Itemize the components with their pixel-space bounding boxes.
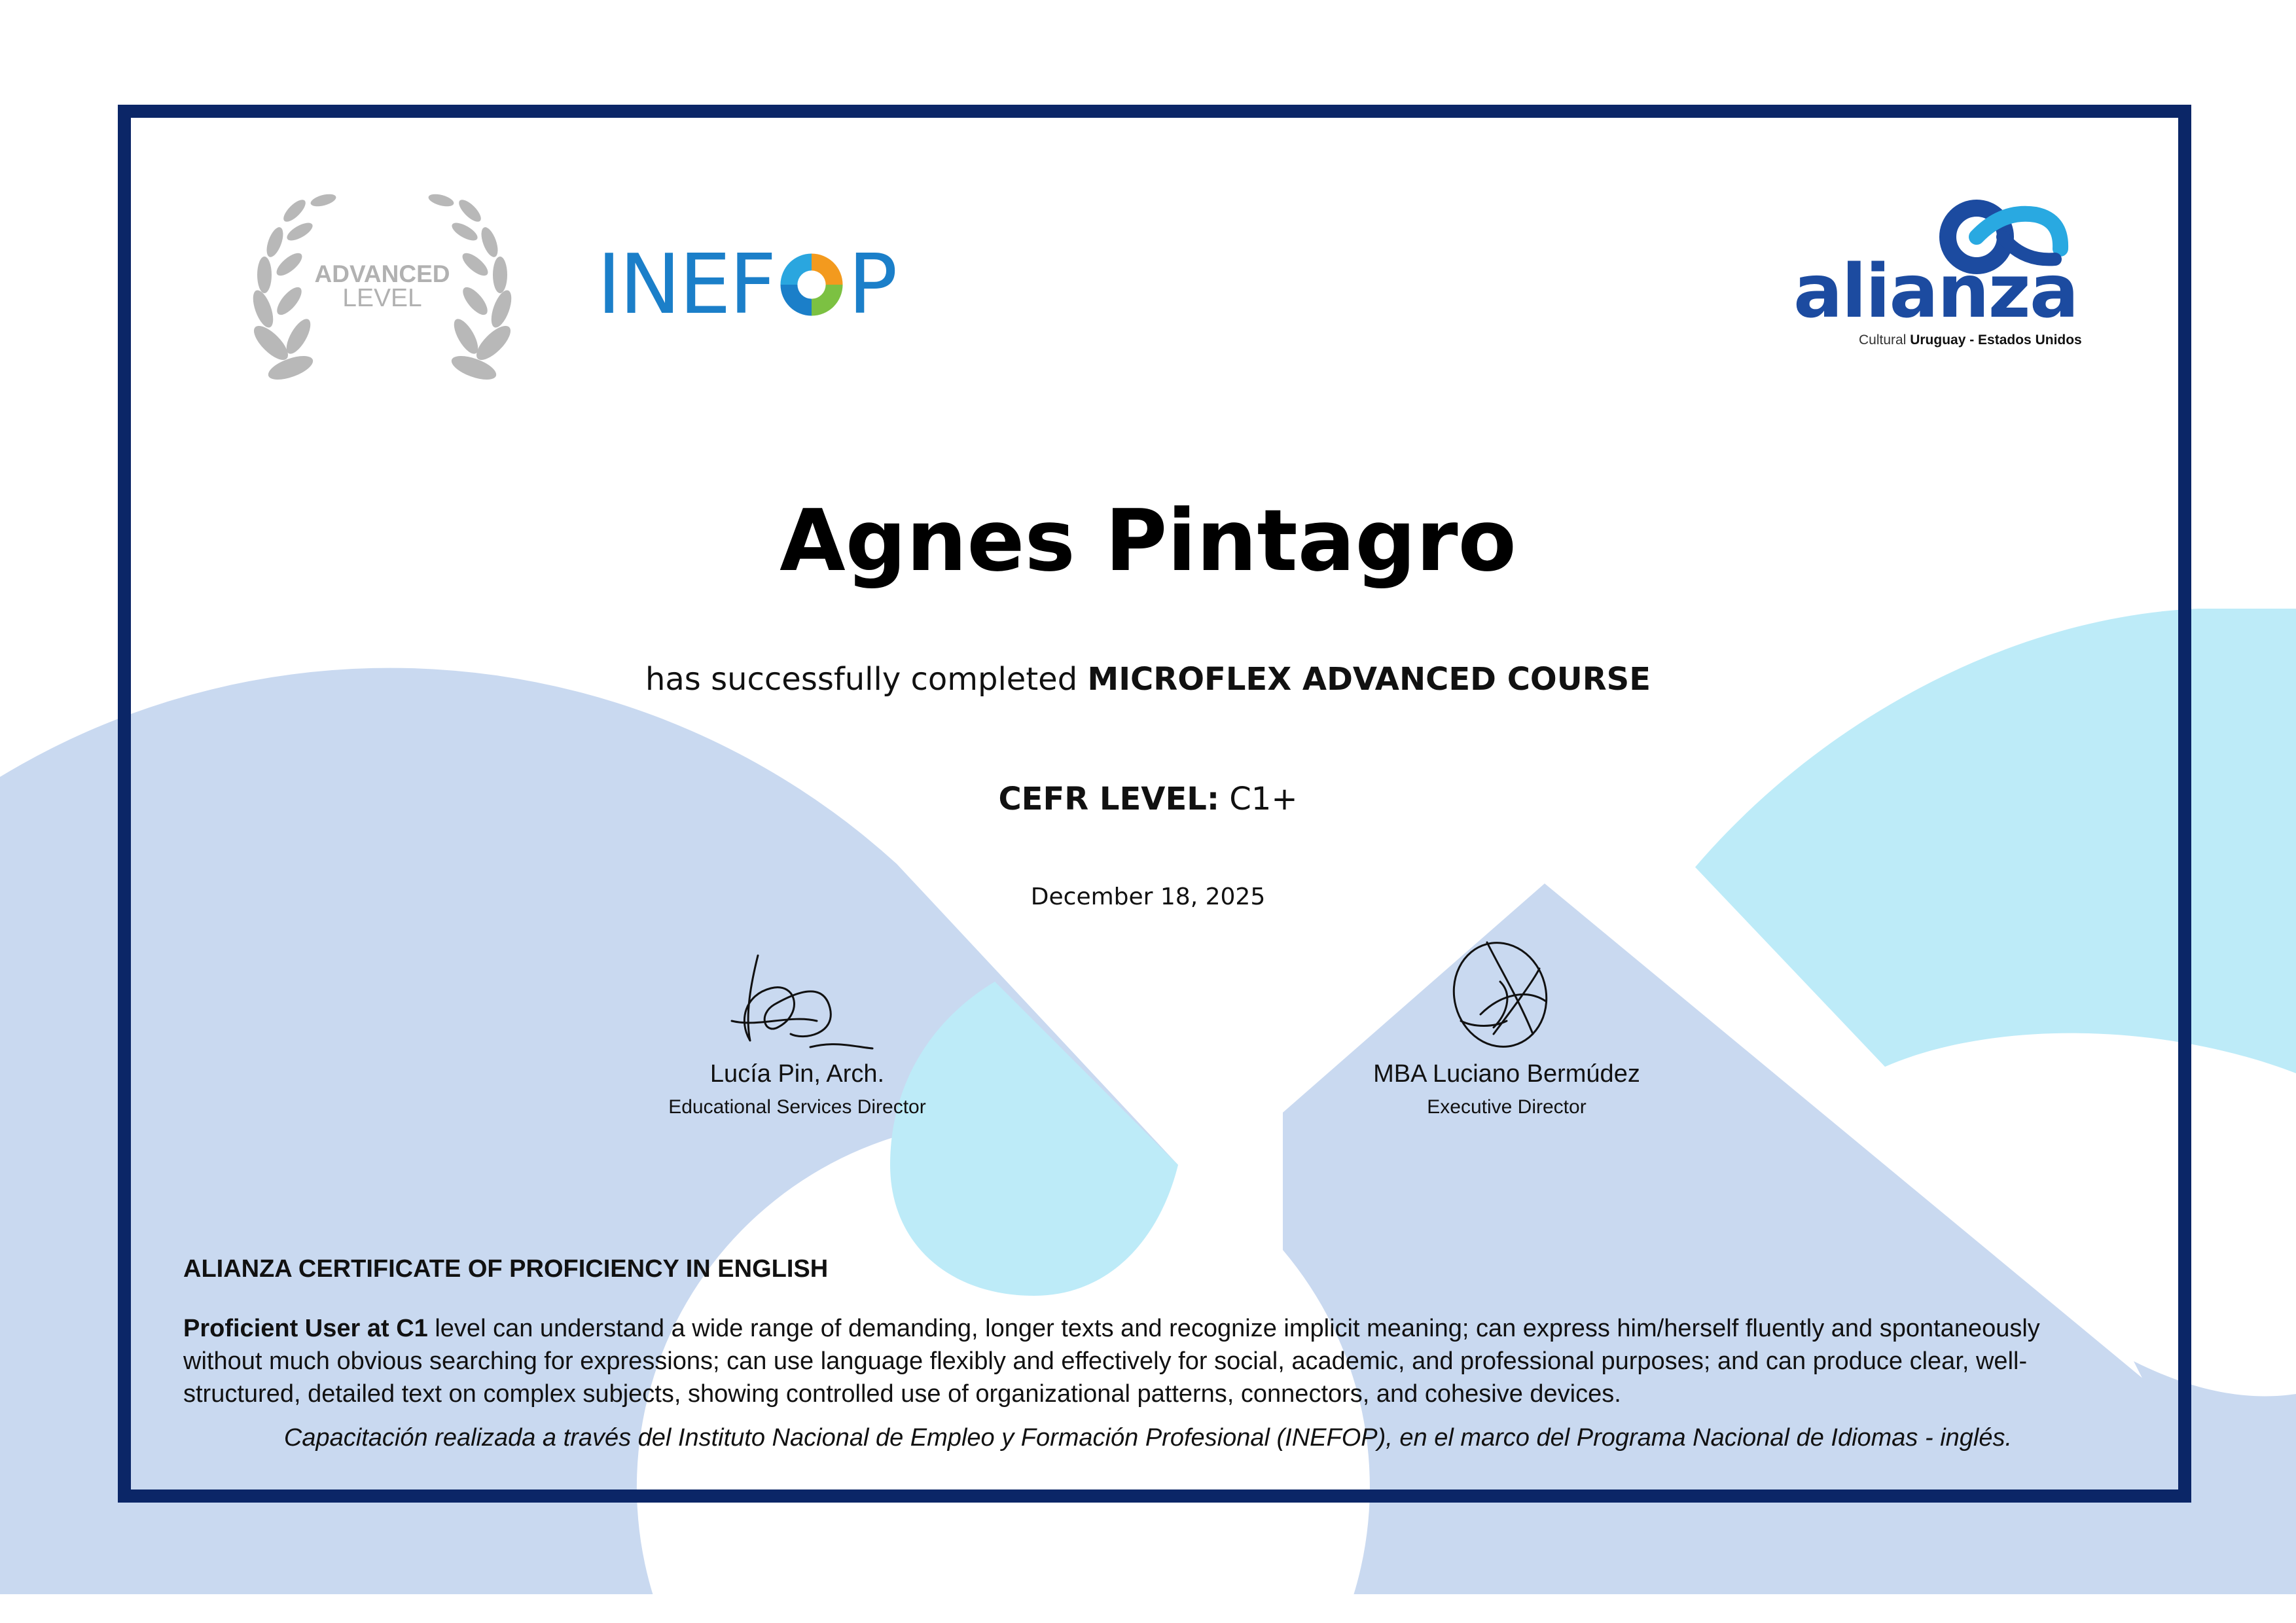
issue-date: December 18, 2025 bbox=[1030, 883, 1266, 910]
course-name: MICROFLEX ADVANCED COURSE bbox=[1087, 661, 1651, 698]
alianza-tagline bbox=[1859, 332, 2134, 348]
cefr-value: C1+ bbox=[1229, 781, 1298, 817]
signatory-left-name: Lucía Pin, Arch. bbox=[709, 1060, 885, 1088]
signatory-left-role: Educational Services Director bbox=[668, 1096, 926, 1118]
alianza-wordmark bbox=[1793, 249, 2094, 334]
signatory-right-role: Executive Director bbox=[1427, 1096, 1587, 1118]
proficiency-description bbox=[183, 1312, 2094, 1410]
badge-line1: ADVANCED bbox=[314, 260, 450, 287]
signatory-right-name: MBA Luciano Bermúdez bbox=[1373, 1060, 1640, 1088]
completion-prefix: has successfully completed bbox=[645, 661, 1078, 698]
training-note: Capacitación realizada a través del Instituto Nacional de Empleo y Formación Profesional (INEFOP), en el marco del Programa Nacional de Idiomas - inglés. bbox=[283, 1424, 2013, 1452]
certificate-title: ALIANZA CERTIFICATE OF PROFICIENCY IN ENGLISH bbox=[183, 1255, 829, 1283]
signature-block-left bbox=[614, 942, 980, 1118]
alianza-wordmark-text: alianza bbox=[1793, 249, 2078, 334]
signature-left-image bbox=[712, 942, 882, 1060]
proficiency-text: level can understand a wide range of demanding, longer texts and recognize implicit meaning; can express him/herself fluently and spontaneously without much obvious searching for expressions; can use language flexibly and effectively for social, academic, and professional purposes; and can produce clear, well-structured, detailed text on complex subjects, showing controlled use of organizational patterns, connectors, and cohesive devices. bbox=[183, 1315, 2040, 1408]
advanced-level-badge bbox=[251, 191, 513, 381]
badge-line2: LEVEL bbox=[342, 284, 422, 312]
completion-line bbox=[0, 661, 2296, 698]
cefr-label: CEFR LEVEL: bbox=[998, 781, 1220, 817]
inefop-o-icon bbox=[776, 249, 847, 320]
recipient-name: Agnes Pintagro bbox=[780, 491, 1516, 590]
alianza-tagline-pre: Cultural bbox=[1859, 332, 1910, 348]
alianza-logo bbox=[1793, 196, 2094, 360]
signature-right-image bbox=[1435, 929, 1579, 1060]
inefop-logo-text-post: P bbox=[848, 236, 896, 332]
alianza-tagline-bold: Uruguay - Estados Unidos bbox=[1910, 332, 2082, 348]
inefop-logo-text-pre: INEF bbox=[597, 236, 775, 332]
signature-block-right bbox=[1323, 929, 1690, 1118]
cefr-level bbox=[0, 781, 2296, 817]
proficiency-bold: Proficient User at C1 bbox=[183, 1315, 428, 1342]
inefop-logo bbox=[597, 236, 896, 332]
